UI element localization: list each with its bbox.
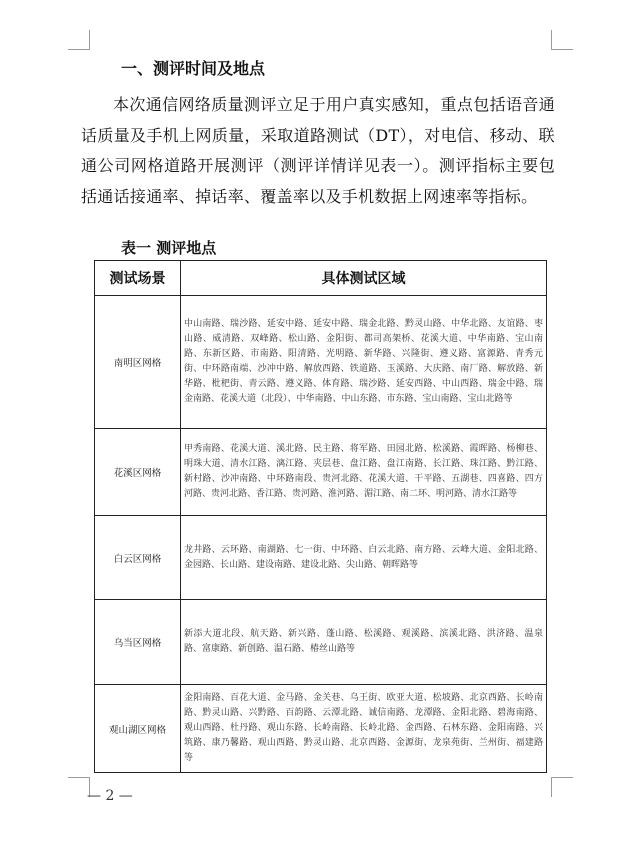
section-paragraph: 本次通信网络质量测评立足于用户真实感知，重点包括语音通话质量及手机上网质量，采取道路测试（DT），对电信、移动、联通公司网格道路开展测评（测评详情详见表一）。测评指标主要包括通话接通率、掉话率、覆盖率以及手机数据上网速率等指标。 <box>81 95 555 206</box>
crop-mark-bottom-right-vertical <box>551 777 552 797</box>
scene-cell: 南明区网格 <box>95 296 181 429</box>
roads-cell: 新添大道北段、航天路、新兴路、蓬山路、松溪路、观溪路、滨溪北路、洪济路、温泉路、富康路、新创路、温石路、椿丝山路等 <box>181 600 547 685</box>
scene-cell: 白云区网格 <box>95 516 181 600</box>
roads-cell: 金阳南路、百花大道、金马路、金关巷、乌王街、欧亚大道、松坡路、北京西路、长岭南路、黔灵山路、兴黔路、百韵路、云潭北路、诚信南路、龙潭路、金阳北路、碧海南路、观山西路、杜丹路、观山东路、长岭南路、长岭北路、金西路、石林东路、金阳南路、兴筑路、康乃馨路、观山西路、黔灵山路、北京西路、金源街、龙泉苑街、兰州街、福建路等 <box>181 685 547 773</box>
roads-cell: 甲秀南路、花溪大道、溪北路、民主路、将军路、田园北路、松溪路、霞晖路、杨柳巷、明珠大道、清水江路、漓江路、夹层巷、盘江路、盘江南路、长江路、珠江路、黔江路、新村路、沙冲南路、中环路南段、贵河北路、花溪大道、干平路、五湖巷、四喜路、四方河路、贵河北路、香江路、贵河路、淮河路、湄江路、南二环、明河路、清水江路等 <box>181 429 547 516</box>
table-row <box>95 516 547 600</box>
table-header-row <box>95 261 547 296</box>
page-number: — 2 — <box>87 788 133 804</box>
crop-mark-top-right-horizontal <box>551 49 573 50</box>
table-caption: 表一 测评地点 <box>121 239 217 257</box>
crop-mark-top-left-horizontal <box>68 49 90 50</box>
test-location-table <box>94 260 547 773</box>
table-row <box>95 600 547 685</box>
section-heading: 一、测评时间及地点 <box>121 59 266 78</box>
crop-mark-top-right-vertical <box>551 30 552 50</box>
roads-cell: 中山南路、瑞沙路、延安中路、延安中路、瑞金北路、黔灵山路、中华北路、友谊路、枣山路、威清路、双峰路、松山路、金阳街、都司高架桥、花溪大道、中华南路、宝山南路、东新区路、市南路、阳清路、光明路、新华路、兴隆街、遵义路、富源路、青秀元街、中环路南端、沙冲中路、解放西路、铁道路、玉溪路、大庆路、南厂路、解放路、新华路、枇杷街、青云路、遵义路、体育路、瑞沙路、延安西路、中山西路、瑞金中路、瑞金南路、花溪大道（北段）、中华南路、中山东路、市东路、宝山南路、宝山北路等 <box>181 296 547 429</box>
scene-cell: 花溪区网格 <box>95 429 181 516</box>
column-header-area: 具体测试区域 <box>181 261 547 296</box>
roads-cell: 龙井路、云环路、南湖路、七一街、中环路、白云北路、南方路、云峰大道、金阳北路、金园路、长山路、建设南路、建设北路、尖山路、朝晖路等 <box>181 516 547 600</box>
table-row <box>95 429 547 516</box>
scene-cell: 乌当区网格 <box>95 600 181 685</box>
scene-cell: 观山湖区网格 <box>95 685 181 773</box>
table-row <box>95 296 547 429</box>
table-row <box>95 685 547 773</box>
crop-mark-top-left-vertical <box>89 30 90 50</box>
column-header-scene: 测试场景 <box>95 261 181 296</box>
crop-mark-bottom-left-horizontal <box>68 777 90 778</box>
crop-mark-bottom-right-horizontal <box>551 777 573 778</box>
